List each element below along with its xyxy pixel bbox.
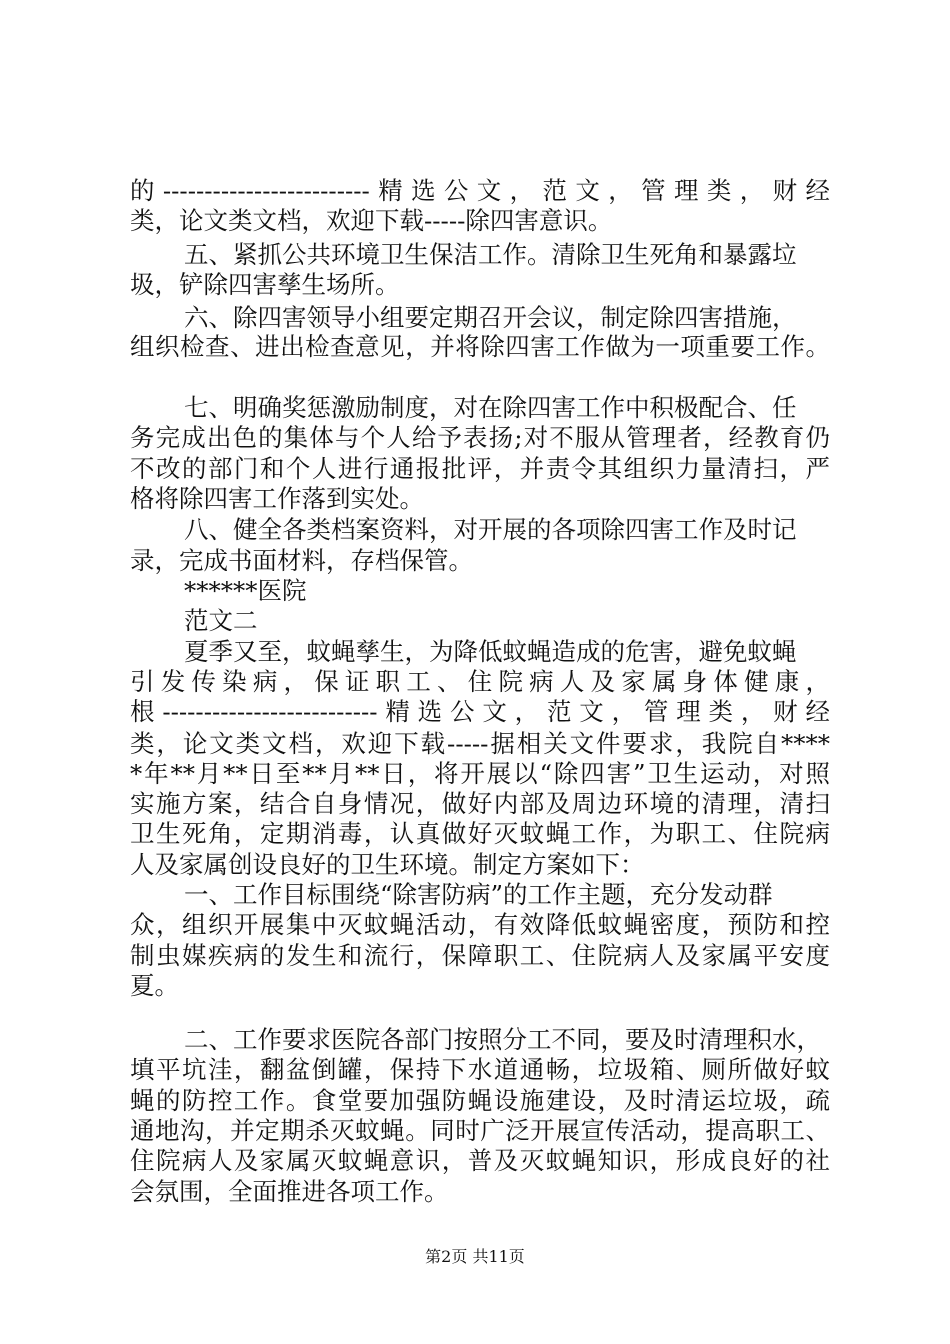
body-text-line: 根--------------------------精选公文，范文，管理类，财经 [130,697,830,726]
body-text-line: 住院病人及家属灭蚊蝇意识，普及灭蚊蝇知识，形成良好的社 [130,1146,830,1175]
body-text-line: 通地沟，并定期杀灭蚊蝇。同时广泛开展宣传活动，提高职工、 [130,1116,830,1145]
body-text-line: 制虫媒疾病的发生和流行，保障职工、住院病人及家属平安度 [130,941,830,970]
signature-hospital: ******医院 [184,576,307,605]
body-text-line: 类，论文类文档，欢迎下载-----除四害意识。 [130,206,613,235]
body-text-line: 五、紧抓公共环境卫生保洁工作。清除卫生死角和暴露垃 [184,240,797,269]
body-text-line: 二、工作要求医院各部门按照分工不同，要及时清理积水， [184,1025,821,1054]
body-text-line: 人及家属创设良好的卫生环境。制定方案如下： [130,850,645,879]
body-text-line: 蝇的防控工作。食堂要加强防蝇设施建设，及时清运垃圾，疏 [130,1086,830,1115]
body-text-line: *年**月**日至**月**日，将开展以“除四害”卫生运动，对照 [130,759,830,788]
body-text-line: 类，论文类文档，欢迎下载-----据相关文件要求，我院自**** [130,729,830,758]
body-text-line: 圾，铲除四害孳生场所。 [130,270,400,299]
body-text-line: 格将除四害工作落到实处。 [130,484,424,513]
body-text-line: 六、除四害领导小组要定期召开会议，制定除四害措施， [184,303,797,332]
body-text-line: 八、健全各类档案资料，对开展的各项除四害工作及时记 [184,515,797,544]
body-text-line: 会氛围，全面推进各项工作。 [130,1177,449,1206]
body-text-line: 组织检查、进出检查意见，并将除四害工作做为一项重要工作。 [130,332,830,361]
body-text-line: 一、工作目标围绕“除害防病”的工作主题，充分发动群 [184,880,773,909]
body-text-line: 引发传染病，保证职工、住院病人及家属身体健康， [130,667,830,696]
body-text-line: 七、明确奖惩激励制度，对在除四害工作中积极配合、任 [184,393,797,422]
body-text-line: 不改的部门和个人进行通报批评，并责令其组织力量清扫，严 [130,454,830,483]
page-number-footer: 第2页 共11页 [425,1247,525,1266]
body-text-line: 的-------------------------精选公文，范文，管理类，财经 [130,176,830,205]
body-text-line: 夏。 [130,971,179,1000]
body-text-line: 实施方案，结合自身情况，做好内部及周边环境的清理，清扫 [130,789,830,818]
body-text-line: 录，完成书面材料，存档保管。 [130,546,473,575]
body-text-line: 夏季又至，蚊蝇孳生，为降低蚊蝇造成的危害，避免蚊蝇 [184,637,797,666]
body-text-line: 卫生死角，定期消毒，认真做好灭蚊蝇工作，为职工、住院病 [130,819,830,848]
body-text-line: 填平坑洼，翻盆倒罐，保持下水道通畅，垃圾箱、厕所做好蚊 [130,1055,830,1084]
body-text-line: 众，组织开展集中灭蚊蝇活动，有效降低蚊蝇密度，预防和控 [130,910,830,939]
body-text-line: 务完成出色的集体与个人给予表扬;对不服从管理者，经教育仍 [130,423,830,452]
section-heading: 范文二 [184,606,258,635]
